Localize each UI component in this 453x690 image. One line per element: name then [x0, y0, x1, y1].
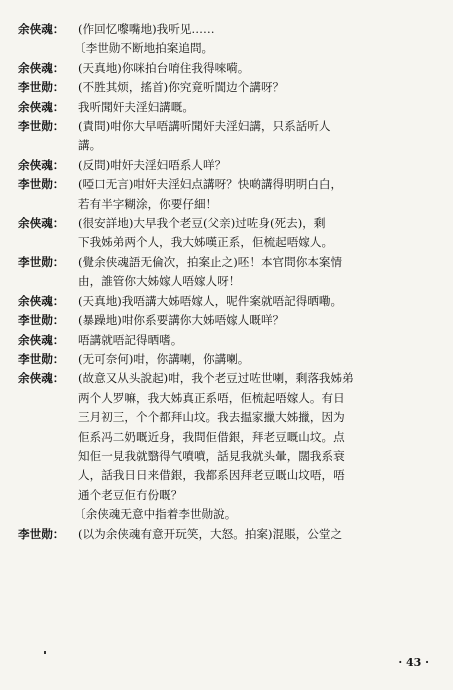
line-text: (作回忆嚟嘴地)我听见…… [78, 22, 215, 36]
line-text: 若有半字糊涂，你要仔細！ [78, 196, 218, 211]
dialogue-continuation [18, 447, 437, 466]
line-text: (不胜其烦，搖首)你究竟听誾边个講呀？ [78, 80, 285, 95]
dialogue-line [18, 78, 437, 97]
page-number: · 43 · [398, 656, 429, 669]
dialogue-line [18, 311, 437, 330]
speaker-name: 余侠魂： [18, 99, 65, 114]
dialogue-line [18, 292, 437, 311]
stage-direction [18, 39, 437, 58]
ink-fleck [44, 651, 46, 654]
line-text: (以为余侠魂有意开玩笑，大怒。拍案)混賬，公堂之 [78, 526, 343, 541]
dialogue-continuation [18, 195, 437, 214]
dialogue-line [18, 20, 437, 39]
speaker-name: 余侠魂： [18, 60, 65, 75]
speaker-name: 余侠魂： [18, 332, 65, 347]
speaker-name: 李世勋： [18, 80, 65, 95]
line-text: (无可奈何)咁，你講喇，你講喇。 [78, 351, 250, 366]
speaker-name: 余侠魂： [18, 293, 65, 308]
speaker-name: 李世勋： [18, 119, 65, 134]
speaker-name: 李世勋： [18, 351, 65, 366]
dialogue-continuation [18, 233, 437, 252]
line-text: (天真地)我唔講大姊唔嫁人，呢件案就唔記得晒嘞。 [78, 293, 343, 308]
line-text: (啞口无言)咁奸夫淫妇点講呀？快啲講得明明白白， [78, 177, 343, 192]
speaker-name: 余侠魂： [18, 22, 65, 36]
dialogue-line [18, 525, 437, 544]
line-text: 两个人罗嘛，我大姊真正系唔，佢梳起唔嫁人。有日 [78, 390, 345, 405]
speaker-name: 李世勋： [18, 177, 65, 192]
dialogue-continuation [18, 486, 437, 505]
line-text: 由，誰管你大姊嫁人唔嫁人呀！ [78, 274, 241, 289]
dialogue-line [18, 369, 437, 388]
line-text: 講。 [78, 138, 102, 153]
line-text: (暴躁地)咁你系要講你大姊唔嫁人嘅咩？ [78, 313, 285, 328]
line-text: 三月初三，个个都拜山坟。我去揾家擸大姊擸，因为 [78, 410, 345, 425]
line-text: (責問)咁你大早唔講听聞奸夫淫妇講，只系話听人 [78, 119, 331, 134]
line-text: (天真地)你咪拍台唷住我得唻嗬。 [78, 60, 250, 75]
line-text: 知佢一見我就翳得气噴噴，話見我就头暈，闊我系衰 [78, 448, 345, 463]
speaker-name: 李世勋： [18, 526, 65, 541]
line-text: 〔余侠魂无意中指着李世勋說。 [74, 507, 237, 522]
line-text: (故意又从头說起)咁，我个老豆过咗世喇，剩落我姊弟 [78, 371, 354, 386]
speaker-name: 余侠魂： [18, 216, 65, 231]
dialogue-line [18, 98, 437, 117]
dialogue-line [18, 350, 437, 369]
dialogue-line [18, 59, 437, 78]
speaker-name: 李世勋： [18, 313, 65, 328]
dialogue-line [18, 117, 437, 136]
line-text: (覺余侠魂語无倫次，拍案止之)呸！本官問你本案情 [78, 254, 343, 269]
dialogue-line [18, 175, 437, 194]
line-text: 下我姊弟两个人，我大姊嘆正系，佢梳起唔嫁人。 [78, 235, 334, 250]
speaker-name: 余侠魂： [18, 371, 65, 386]
line-text: 人，話我日日来借銀，我都系因拜老豆嘅山坟唔，唔 [78, 468, 345, 483]
dialogue-continuation [18, 272, 437, 291]
dialogue-line [18, 331, 437, 350]
line-text: 我听聞奸夫淫妇講嘅。 [78, 99, 194, 114]
line-text: 佢系冯二奶嘅近身，我問佢借銀，拜老豆嘅山坟。点 [78, 429, 345, 444]
stage-direction [18, 505, 437, 524]
line-text: (反問)咁奸夫淫妇唔系人咩？ [78, 157, 227, 172]
speaker-name: 余侠魂： [18, 157, 65, 172]
dialogue-continuation [18, 428, 437, 447]
dialogue-line [18, 214, 437, 233]
dialogue-continuation [18, 136, 437, 155]
line-text: 通个老豆佢冇份嘅？ [78, 487, 183, 502]
dialogue-lines [18, 20, 437, 544]
dialogue-continuation [18, 466, 437, 485]
dialogue-line [18, 156, 437, 175]
line-text: 唔講就唔記得晒嗜。 [78, 332, 183, 347]
line-text: 〔李世勋不断地拍案追問。 [74, 41, 214, 56]
dialogue-continuation [18, 408, 437, 427]
line-text: (很安詳地)大早我个老豆(父亲)过咗身(死去)，剩 [78, 216, 326, 231]
dialogue-continuation [18, 389, 437, 408]
speaker-name: 李世勋： [18, 254, 65, 269]
dialogue-line [18, 253, 437, 272]
